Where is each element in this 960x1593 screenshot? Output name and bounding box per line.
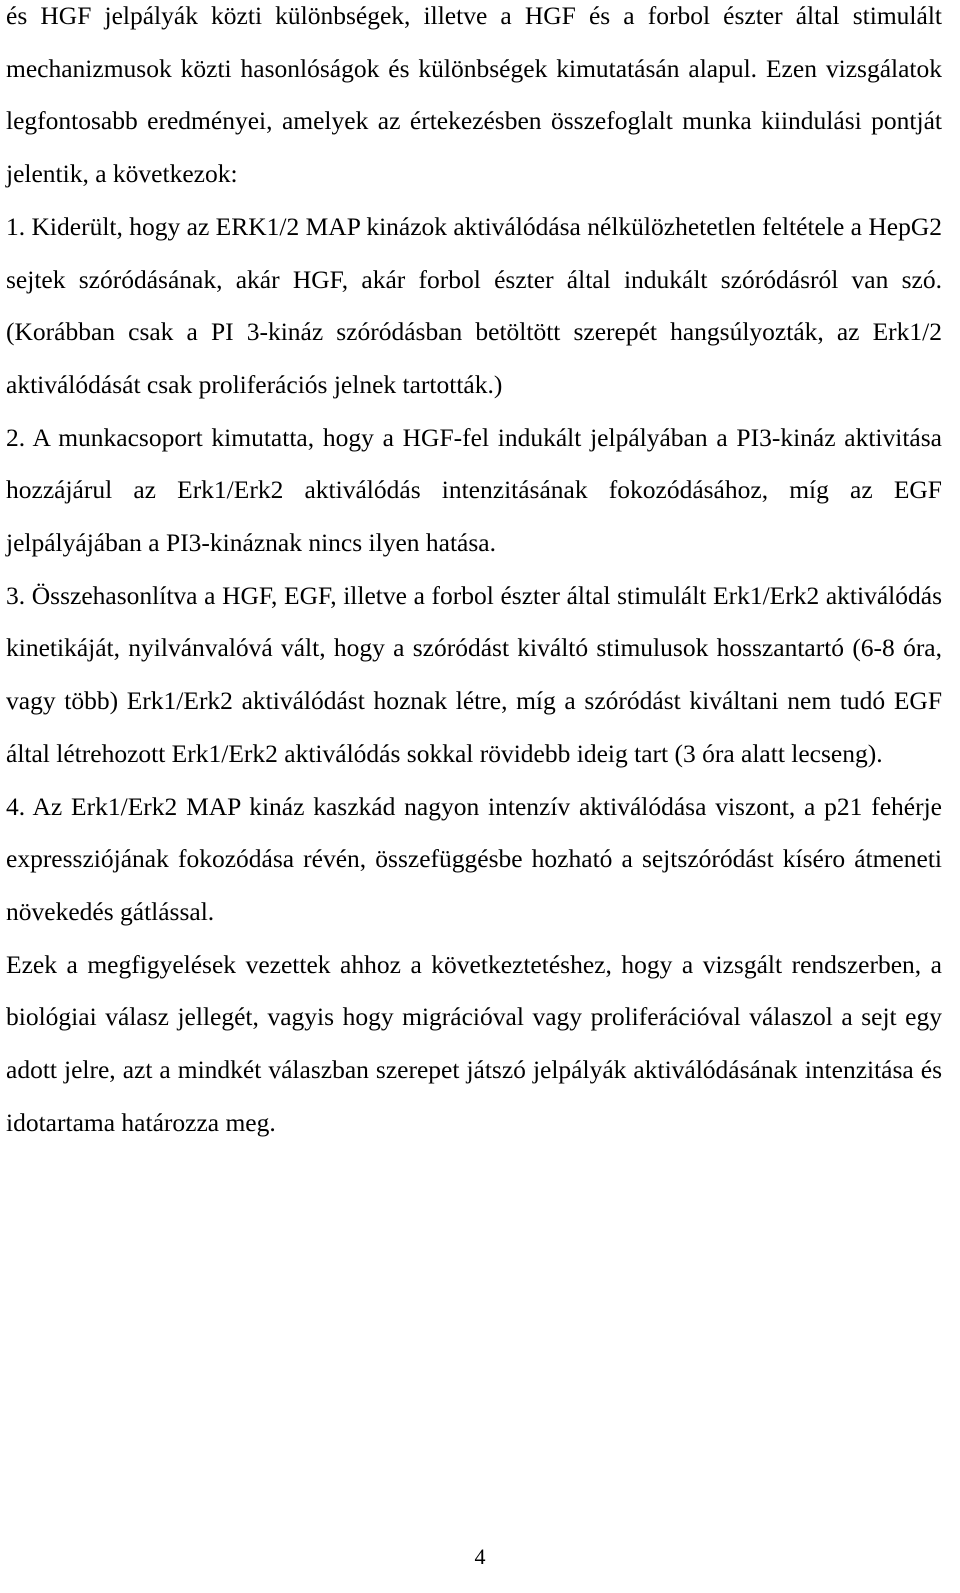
paragraph-conclusion: Ezek a megfigyelések vezettek ahhoz a következtetéshez, hogy a vizsgált rendszerben, a biológiai válasz jellegét, vagyis hogy migrációval vagy proliferációval válaszol a sejt egy adott jelre, azt a mindkét válaszban szerepet játszó jelpályák aktiválódásának intenzitása és idotartama határozza meg. bbox=[6, 949, 942, 1137]
body-text bbox=[6, 0, 942, 1149]
paragraph-finding-1: 1. Kiderült, hogy az ERK1/2 MAP kinázok aktiválódása nélkülözhetetlen feltétele a HepG2 sejtek szóródásának, akár HGF, akár forbol észter által indukált szóródásról van szó. (Korábban csak a PI 3-kináz szóródásban betöltött szerepét hangsúlyozták, az Erk1/2 aktiválódását csak proliferációs jelnek tartották.) bbox=[6, 211, 942, 399]
paragraph-intro-continuation: és HGF jelpályák közti különbségek, illetve a HGF és a forbol észter által stimulált mechanizmusok közti hasonlóságok és különbségek kimutatásán alapul. Ezen vizsgálatok legfontosabb eredményei, amelyek az értekezésben összefoglalt munka kiindulási pontját jelentik, a következok: bbox=[6, 1, 942, 189]
page-number: 4 bbox=[474, 1544, 486, 1569]
paragraph-finding-4: 4. Az Erk1/Erk2 MAP kináz kaszkád nagyon intenzív aktiválódása viszont, a p21 fehérje expressziójának fokozódása révén, összefüggésbe hozható a sejtszóródást kíséro átmeneti növekedés gátlással. bbox=[6, 791, 942, 926]
paragraph-finding-3: 3. Összehasonlítva a HGF, EGF, illetve a forbol észter által stimulált Erk1/Erk2 aktiválódás kinetikáját, nyilvánvalóvá vált, hogy a szóródást kiváltó stimulusok hosszantartó (6-8 óra, vagy több) Erk1/Erk2 aktiválódást hoznak létre, míg a szóródást kiváltani nem tudó EGF által létrehozott Erk1/Erk2 aktiválódás sokkal rövidebb ideig tart (3 óra alatt lecseng). bbox=[6, 580, 942, 768]
paragraph-finding-2: 2. A munkacsoport kimutatta, hogy a HGF-fel indukált jelpályában a PI3-kináz aktivitása hozzájárul az Erk1/Erk2 aktiválódás intenzitásának fokozódásához, míg az EGF jelpályájában a PI3-kináznak nincs ilyen hatása. bbox=[6, 422, 942, 558]
